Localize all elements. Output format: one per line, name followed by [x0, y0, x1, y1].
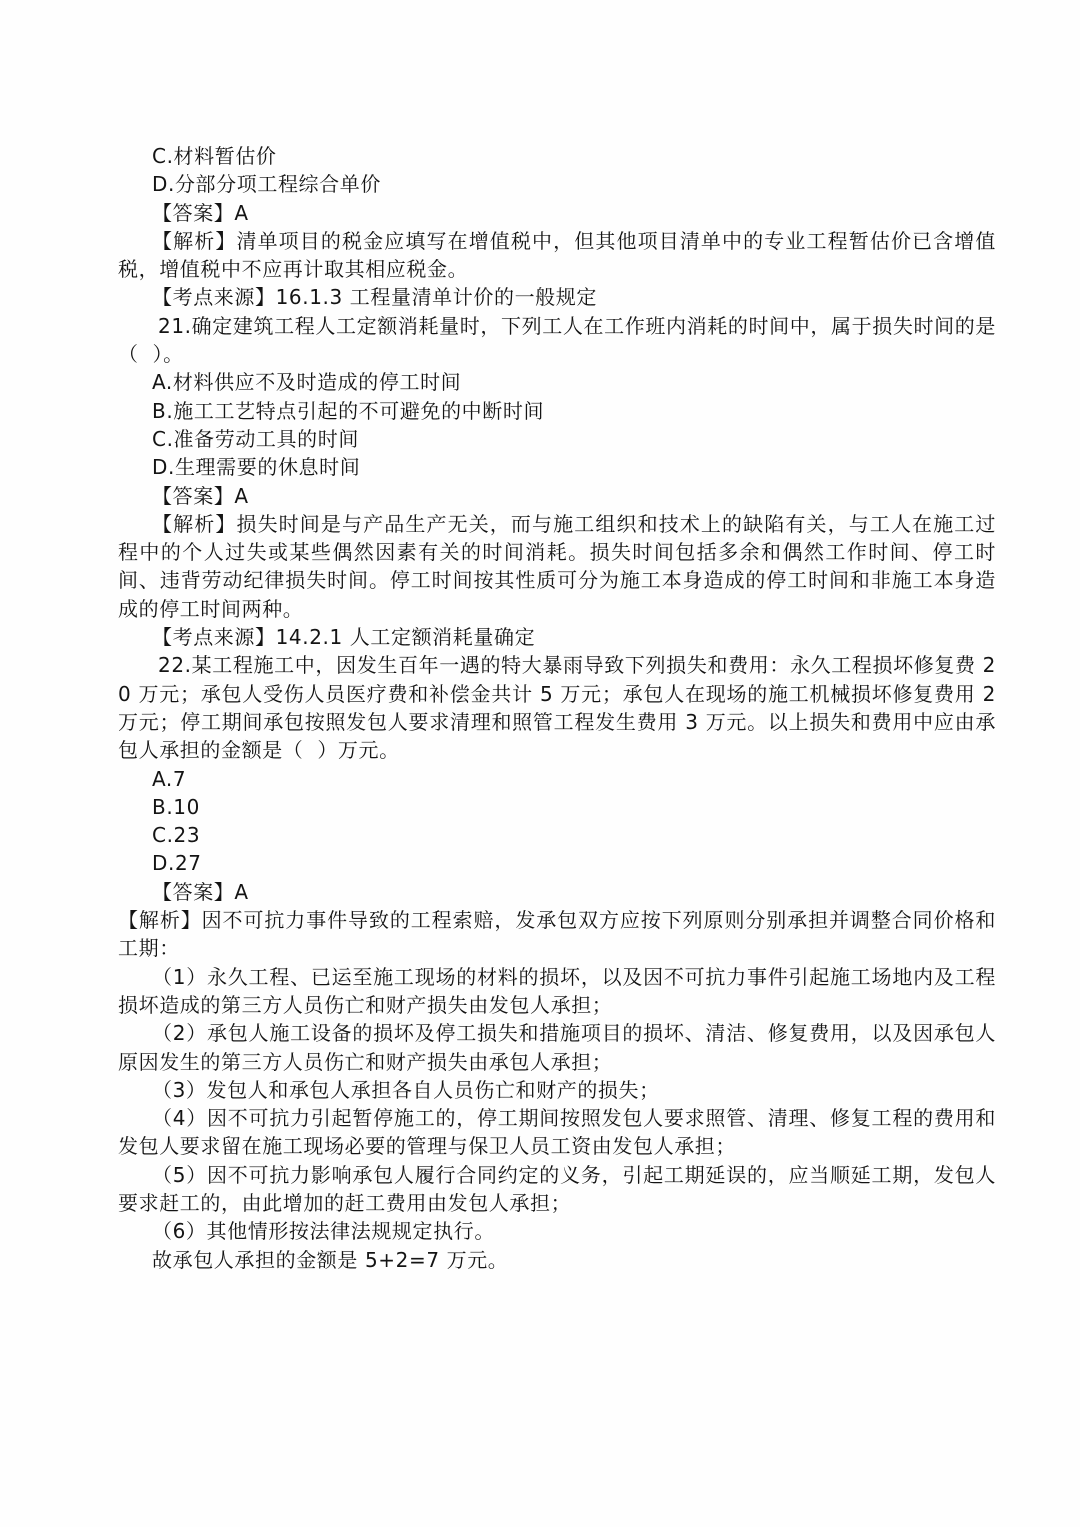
q22-option-d: D.27: [152, 851, 202, 876]
q21-analysis: 【解析】损失时间是与产品生产无关，而与施工组织和技术上的缺陷有关，与工人在施工过程中的个人过失或某些偶然因素有关的时间消耗。损失时间包括多余和偶然工作时间、停工时间、违背劳动纪律损失时间。停工时间按其性质可分为施工本身造成的停工时间和非施工本身造成的停工时间两种。: [118, 511, 996, 621]
q20-option-c: C.材料暂估价: [152, 144, 277, 168]
q22-point-5: （5）因不可抗力影响承包人履行合同约定的义务，引起工期延误的，应当顺延工期，发包人要求赶工的，由此增加的赶工费用由发包人承担；: [118, 1162, 996, 1215]
q21-stem: 21.确定建筑工程人工定额消耗量时，下列工人在工作班内消耗的时间中，属于损失时间的是（ ）。: [118, 313, 996, 367]
q21-option-b: B.施工工艺特点引起的不可避免的中断时间: [152, 398, 545, 423]
q22-point-4: （4）因不可抗力引起暂停施工的，停工期间按照发包人要求照管、清理、修复工程的费用和发包人要求留在施工现场必要的管理与保卫人员工资由发包人承担；: [118, 1106, 996, 1159]
q20-analysis: 【解析】清单项目的税金应填写在增值税中，但其他项目清单中的专业工程暂估价已含增值税，增值税中不应再计取其相应税金。: [118, 228, 996, 282]
q22-analysis-intro: 【解析】因不可抗力事件导致的工程索赔，发承包双方应按下列原则分别承担并调整合同价格和工期：: [118, 908, 996, 961]
q22-stem: 22.某工程施工中，因发生百年一遇的特大暴雨导致下列损失和费用：永久工程损坏修复费 20 万元；承包人受伤人员医疗费和补偿金共计 5 万元；承包人在现场的施工机械损坏修复费用 2 万元；停工期间承包按照发包人要求清理和照管工程发生费用 3 万元。以上损失和费用中应由承包人承担的金额是（ ）万元。: [118, 653, 1003, 763]
q22-point-2: （2）承包人施工设备的损坏及停工损失和措施项目的损坏、清洁、修复费用，以及因承包人原因发生的第三方人员伤亡和财产损失由承包人承担；: [118, 1021, 996, 1074]
q22-conclusion: 故承包人承担的金额是 5+2=7 万元。: [152, 1247, 509, 1272]
q22-option-c: C.23: [152, 823, 201, 848]
q22-point-3: （3）发包人和承包人承担各自人员伤亡和财产的损失；: [152, 1077, 660, 1102]
q21-source: 【考点来源】14.2.1 人工定额消耗量确定: [152, 625, 536, 650]
q22-point-1: （1）永久工程、已运至施工现场的材料的损坏，以及因不可抗力事件引起施工场地内及工程损坏造成的第三方人员伤亡和财产损失由发包人承担；: [118, 964, 996, 1017]
q21-option-a: A.材料供应不及时造成的停工时间: [152, 370, 462, 395]
q22-point-6: （6）其他情形按法律法规规定执行。: [152, 1219, 495, 1244]
q22-answer: 【答案】A: [152, 879, 249, 904]
q21-answer: 【答案】A: [152, 483, 249, 508]
document-content: [118, 142, 1003, 1274]
q22-option-b: B.10: [152, 794, 200, 819]
q20-answer: 【答案】A: [152, 200, 249, 225]
q21-option-d: D.生理需要的休息时间: [152, 455, 361, 480]
q21-option-c: C.准备劳动工具的时间: [152, 426, 359, 451]
q22-option-a: A.7: [152, 766, 187, 791]
q20-source: 【考点来源】16.1.3 工程量清单计价的一般规定: [152, 285, 597, 310]
q20-option-d: D.分部分项工程综合单价: [152, 172, 381, 197]
